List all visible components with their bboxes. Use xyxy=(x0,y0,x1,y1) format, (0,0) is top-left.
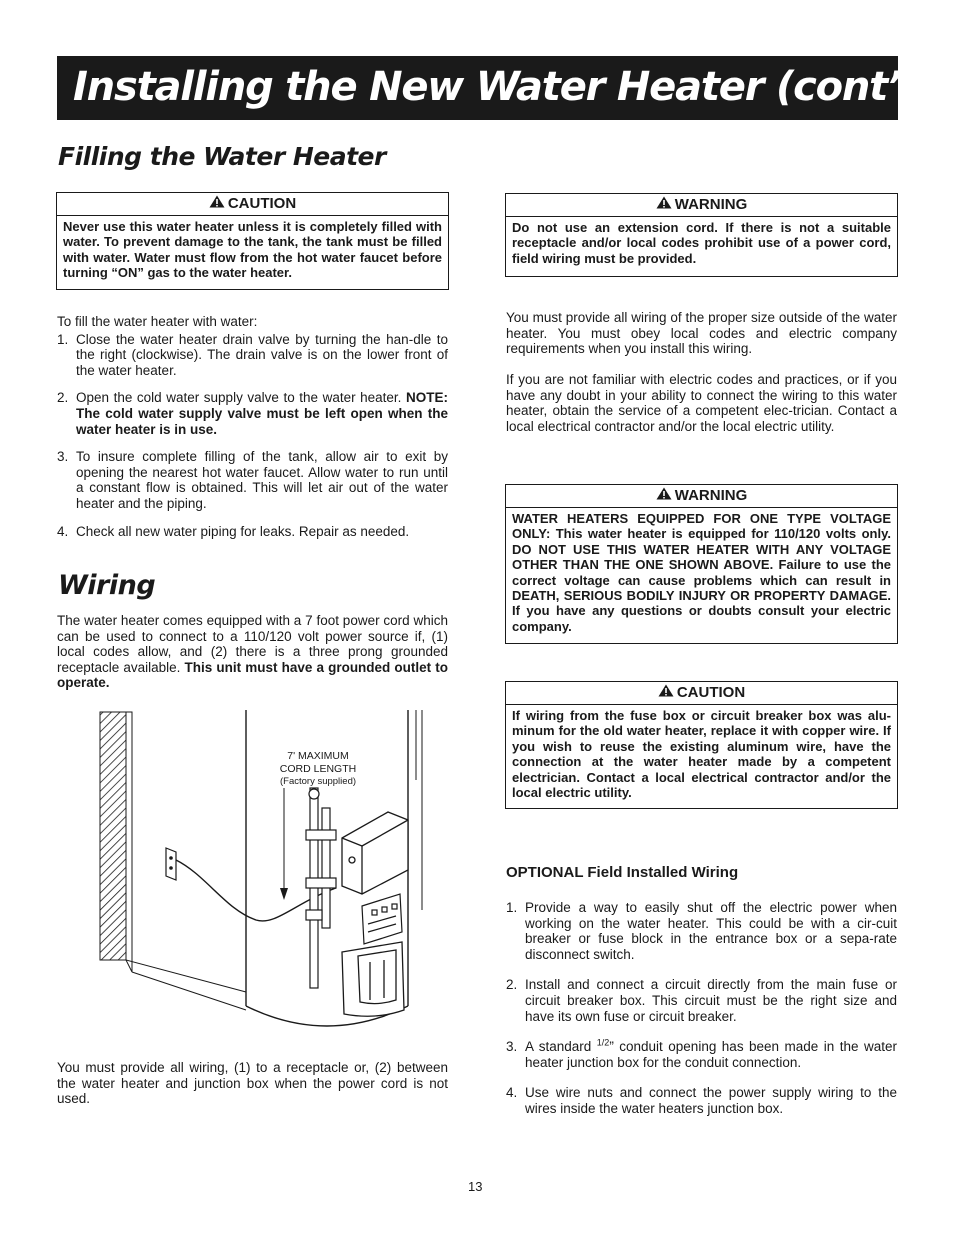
list-item: 3. To insure complete filling of the tank, allow air to exit by opening the nearest hot water faucet. Allow water to run until a constant flow is obtained. This will let air out of the water heater and the piping. xyxy=(57,449,448,511)
warning-header xyxy=(506,485,897,508)
list-item: 2. Install and connect a circuit directly from the main fuse or circuit breaker box. This circuit must be the right size and have its own fuse or circuit breaker. xyxy=(506,977,897,1024)
list-item: 4. Check all new water piping for leaks. Repair as needed. xyxy=(57,523,410,539)
filling-instructions xyxy=(57,314,448,539)
wiring-paragraph-1: You must provide all wiring of the proper size outside of the water heater. You must obey local codes and electric company requirements when you install this wiring. xyxy=(506,310,897,357)
wiring-diagram xyxy=(96,710,436,1046)
page-title: Installing the New Water Heater (cont’d) xyxy=(73,64,946,110)
warning-box-extension-cord xyxy=(505,193,898,277)
wiring-outro: You must provide all wiring, (1) to a receptacle or, (2) between the water heater and junction box when the power cord is not used. xyxy=(57,1060,448,1107)
warning-text: WATER HEATERS EQUIPPED FOR ONE TYPE VOLTAGE ONLY: This water heater is equipped for 110/120 volts only. DO NOT USE THIS WATER HEATER WITH ANY VOLTAGE OTHER THAN THE ONE SHOWN ABOVE. Failure to use the correct voltage can cause problems which can result in DEATH, SERIOUS BODILY INJURY OR PROPERTY DAMAGE. If you have any questions or doubts consult your electric company. xyxy=(512,511,891,634)
thermostat-control-panel xyxy=(362,894,402,944)
page-number: 13 xyxy=(468,1179,483,1194)
note-text: NOTE: The cold water supply valve must be left open when the water heater is in use. xyxy=(76,390,448,437)
caution-text: If wiring from the fuse box or circuit breaker box was alu-minum for the old water heater, replace it with copper wire. If you wish to reuse the existing aluminum wire, have the connection at the water heater made by a competent electrician. Contact a local electrical contractor and/or the local electric utility. xyxy=(512,708,891,801)
filling-title: Filling the Water Heater xyxy=(58,142,386,171)
junction-box xyxy=(342,812,408,894)
warning-header xyxy=(506,194,897,217)
warning-text: Do not use an extension cord. If there is not a suitable receptacle and/or local codes prohibit use of a power cord, field wiring must be provided. xyxy=(512,220,891,266)
caution-box-filling xyxy=(56,192,449,290)
caution-label: CAUTION xyxy=(227,195,297,212)
fraction-half: 1/2 xyxy=(596,1037,610,1048)
optional-wiring-steps xyxy=(506,900,897,1117)
arrow-down-icon xyxy=(280,788,288,900)
caution-text: Never use this water heater unless it is completely filled with water. To prevent damage to the tank, the tank must be filled with water. Water must flow from the hot water faucet before turning “ON” gas to the water heater. xyxy=(63,219,442,281)
warning-label: WARNING xyxy=(674,196,748,213)
warning-triangle-icon xyxy=(656,485,672,507)
caution-header xyxy=(506,682,897,705)
warning-triangle-icon xyxy=(209,193,225,215)
caution-header xyxy=(57,193,448,216)
warning-box-voltage xyxy=(505,484,898,644)
list-item: 1. Close the water heater drain valve by turning the han-dle to the right (clockwise). The drain valve is on the lower front of the water heater. xyxy=(57,331,448,378)
list-item: 4. Use wire nuts and connect the power supply wiring to the wires inside the water heaters junction box. xyxy=(506,1085,897,1116)
caution-label: CAUTION xyxy=(676,684,746,701)
water-pipes xyxy=(306,788,336,988)
access-door xyxy=(342,942,404,1016)
list-item: 1. Provide a way to easily shut off the electric power when working on the water heater. This could be with a cir-cuit breaker or fuse block in the entrance box or a sepa-rate disconnect switch. xyxy=(506,900,897,962)
optional-wiring-title: OPTIONAL Field Installed Wiring xyxy=(506,864,739,881)
list-item: 2. Open the cold water supply valve to the water heater. NOTE: The cold water supply valve must be left open when the water heater is in use. xyxy=(57,390,448,437)
wall-outlet-icon xyxy=(166,848,176,880)
warning-triangle-icon xyxy=(656,194,672,216)
cord-length-label: 7' MAXIMUM xyxy=(287,750,349,762)
cord-length-label: (Factory supplied) xyxy=(279,776,357,787)
wiring-title: Wiring xyxy=(58,570,156,601)
page-banner xyxy=(57,56,946,120)
warning-triangle-icon xyxy=(658,682,674,704)
list-item: 3. A standard $^{1/2}$” conduit opening has been made in the water heater junction box for the conduit connection. xyxy=(506,1037,898,1070)
wiring-paragraph-2: If you are not familiar with electric codes and practices, or if you have any doubt in your ability to connect the wiring to this water heater, obtain the service of a competent elec-trician. Contact a local electrical contractor and/or the local electric utility. xyxy=(506,372,897,434)
filling-steps xyxy=(57,332,448,540)
caution-box-aluminum xyxy=(505,681,898,809)
warning-label: WARNING xyxy=(674,487,748,504)
cord-length-label: CORD LENGTH xyxy=(279,763,357,775)
wiring-intro: The water heater comes equipped with a 7 foot power cord which can be used to connect to a 110/120 volt power source if, (1) local codes allow, and (2) there is a three prong grounded receptacle available. This unit must have a grounded outlet to operate. xyxy=(57,613,448,691)
filling-intro: To fill the water heater with water: xyxy=(57,314,258,329)
